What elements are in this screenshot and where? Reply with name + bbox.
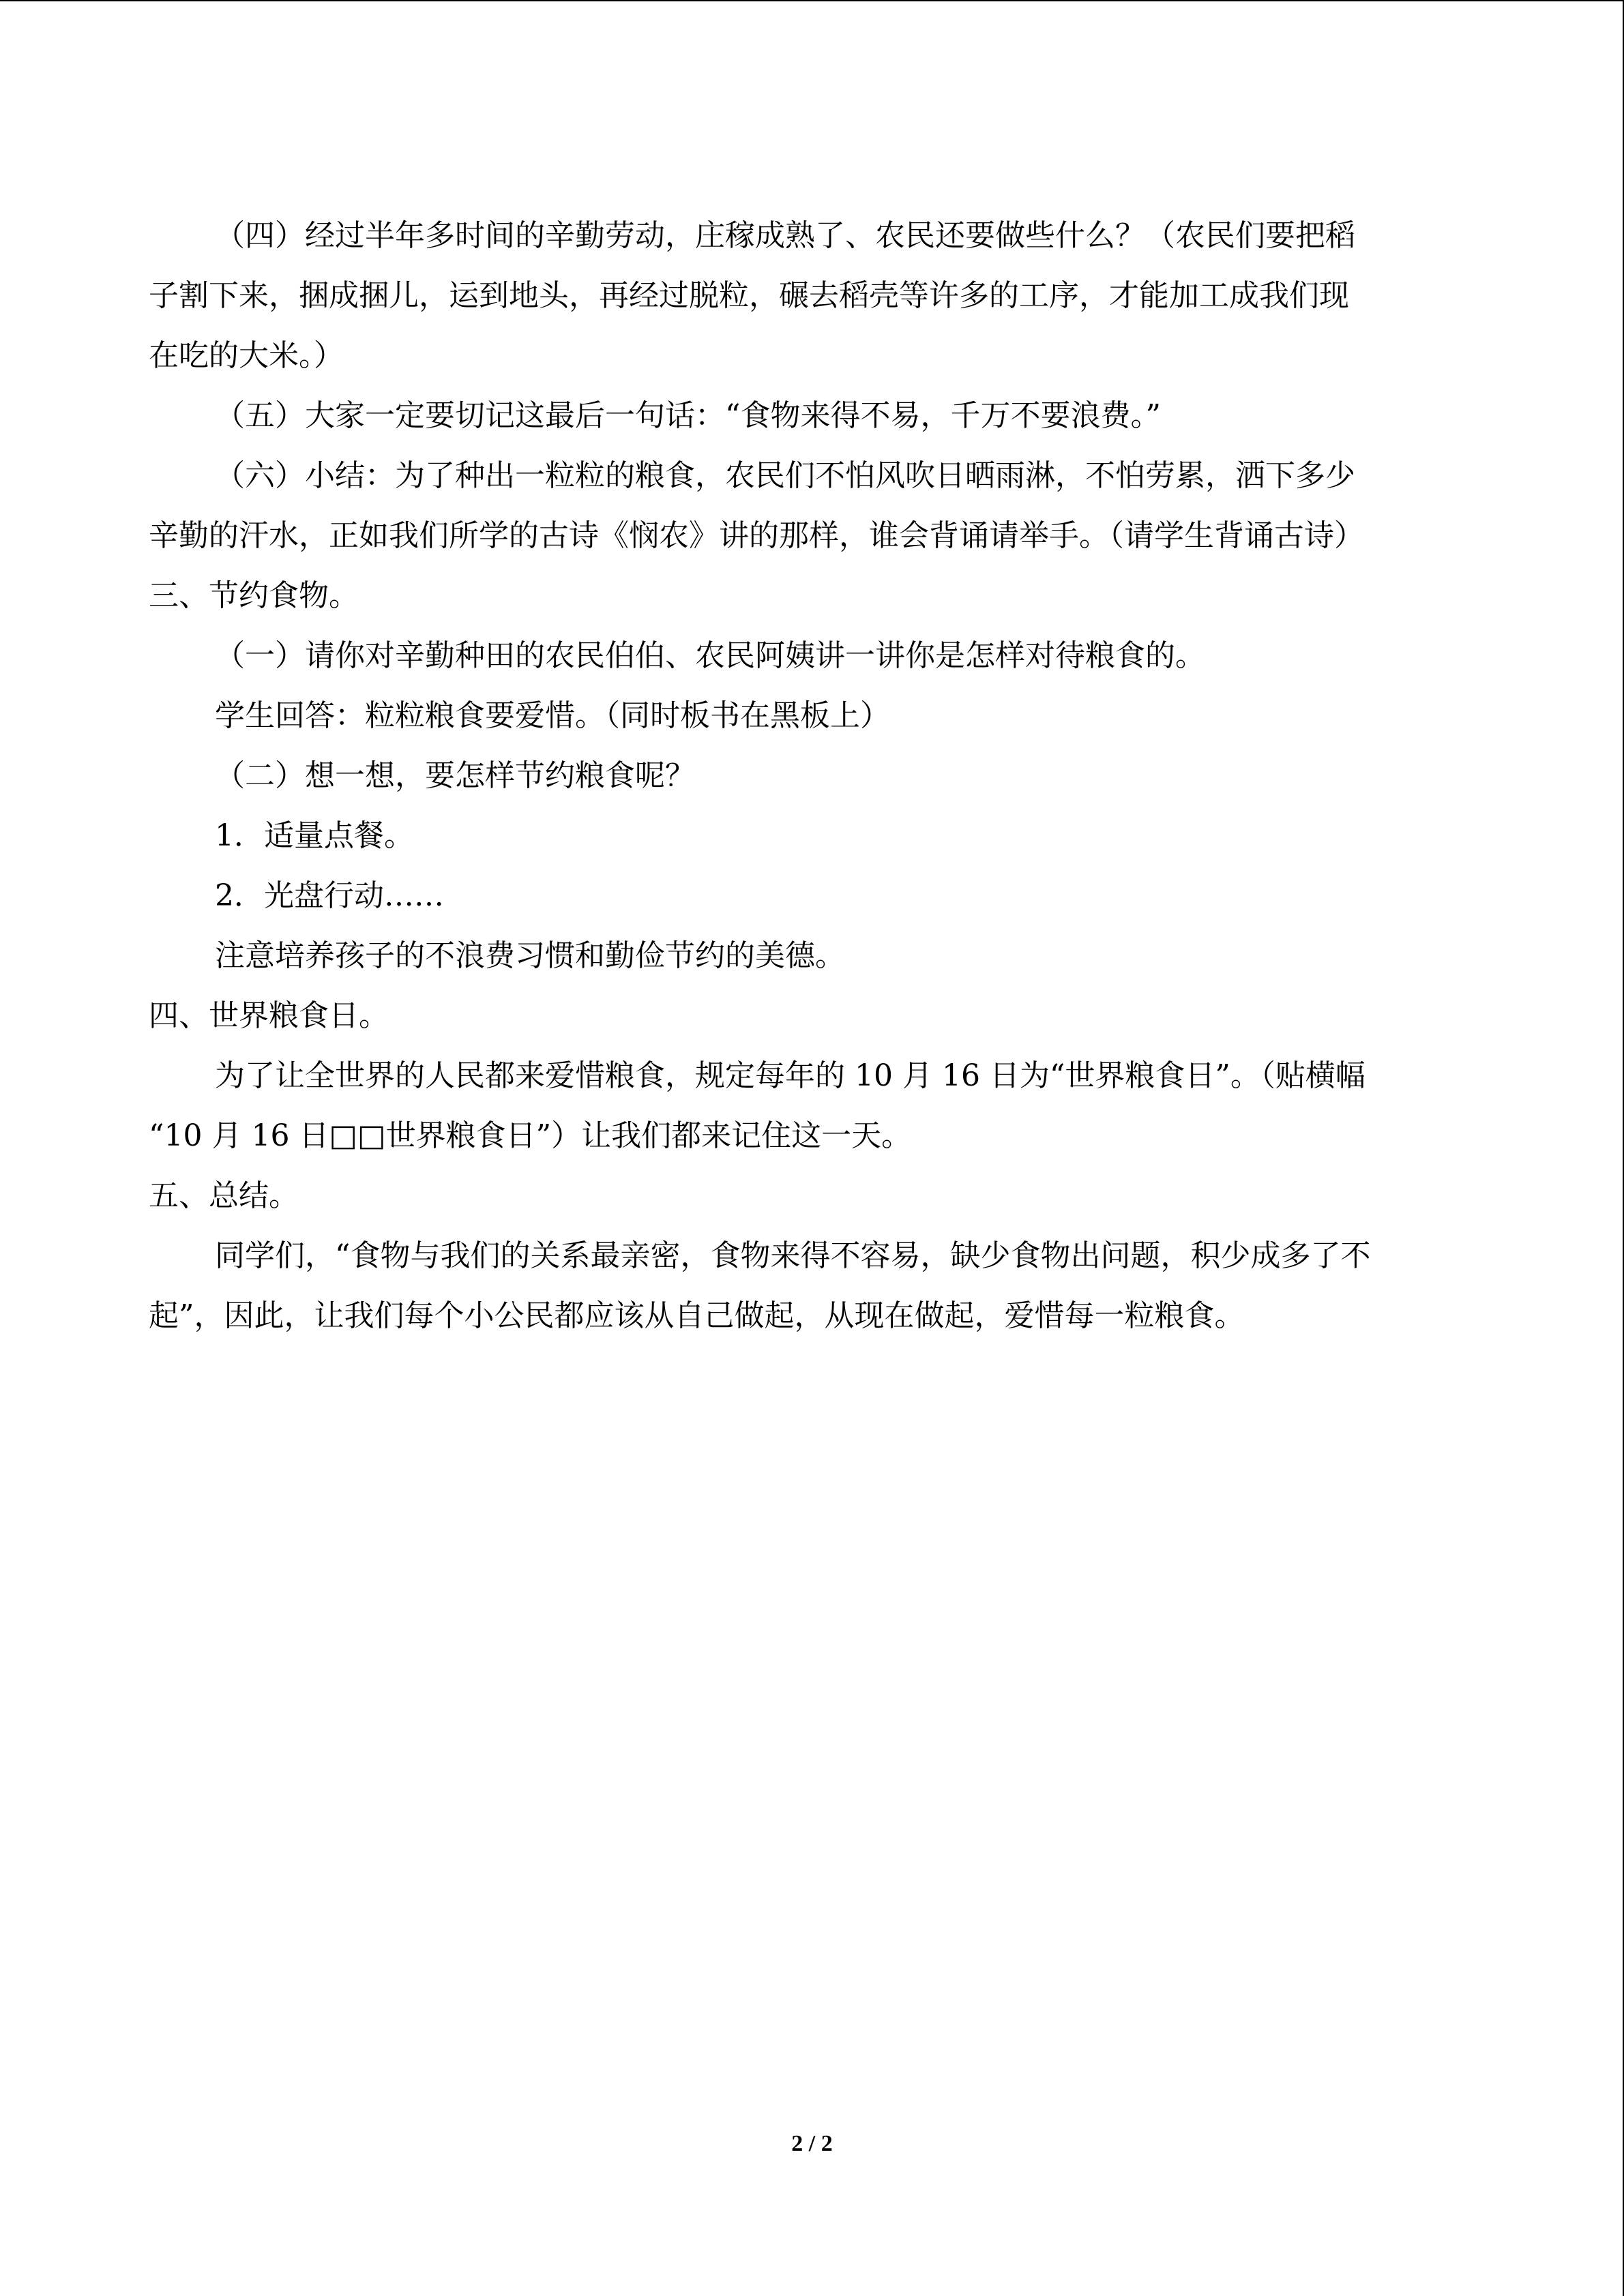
section-5-line-1: 同学们，“食物与我们的关系最亲密，食物来得不容易，缺少食物出问题，积少成多了不 — [215, 1238, 1371, 1273]
section-3-answer: 学生回答：粒粒粮食要爱惜。（同时板书在黑板上） — [215, 698, 890, 733]
section-3-item-2: （二）想一想，要怎样节约粮食呢？ — [215, 758, 695, 793]
section-3-heading: 三、节约食物。 — [149, 578, 359, 613]
section-5-heading: 五、总结。 — [149, 1178, 299, 1213]
section-3-list-item-1: 1．适量点餐。 — [215, 818, 414, 853]
section-4-heading: 四、世界粮食日。 — [149, 998, 389, 1033]
paragraph-6-line-1: （六）小结：为了种出一粒粒的粮食，农民们不怕风吹日晒雨淋，不怕劳累，洒下多少 — [215, 458, 1355, 493]
section-4-line-2: “10 月 16 日□□世界粮食日”）让我们都来记住这一天。 — [149, 1118, 912, 1153]
page-number: 2 / 2 — [791, 2131, 833, 2156]
paragraph-4-line-3: 在吃的大米。） — [149, 338, 344, 373]
paragraph-5: （五）大家一定要切记这最后一句话：“食物来得不易，千万不要浪费。” — [215, 398, 1161, 433]
paragraph-6-line-2: 辛勤的汗水，正如我们所学的古诗《悯农》讲的那样，谁会背诵请举手。（请学生背诵古诗） — [149, 518, 1364, 553]
document-body — [149, 206, 1473, 1346]
paragraph-4-line-2: 子割下来，捆成捆儿，运到地头，再经过脱粒，碾去稻壳等许多的工序，才能加工成我们现 — [149, 278, 1349, 313]
section-3-item-1: （一）请你对辛勤种田的农民伯伯、农民阿姨讲一讲你是怎样对待粮食的。 — [215, 638, 1205, 673]
section-5-line-2: 起”，因此，让我们每个小公民都应该从自己做起，从现在做起，爱惜每一粒粮食。 — [149, 1298, 1245, 1333]
section-4-line-1: 为了让全世界的人民都来爱惜粮食，规定每年的 10 月 16 日为“世界粮食日”。（贴横幅 — [215, 1058, 1365, 1093]
paragraph-4-line-1: （四）经过半年多时间的辛勤劳动，庄稼成熟了、农民还要做些什么？（农民们要把稻 — [215, 218, 1355, 253]
section-3-note: 注意培养孩子的不浪费习惯和勤俭节约的美德。 — [215, 938, 845, 973]
section-3-list-item-2: 2．光盘行动…… — [215, 878, 444, 913]
